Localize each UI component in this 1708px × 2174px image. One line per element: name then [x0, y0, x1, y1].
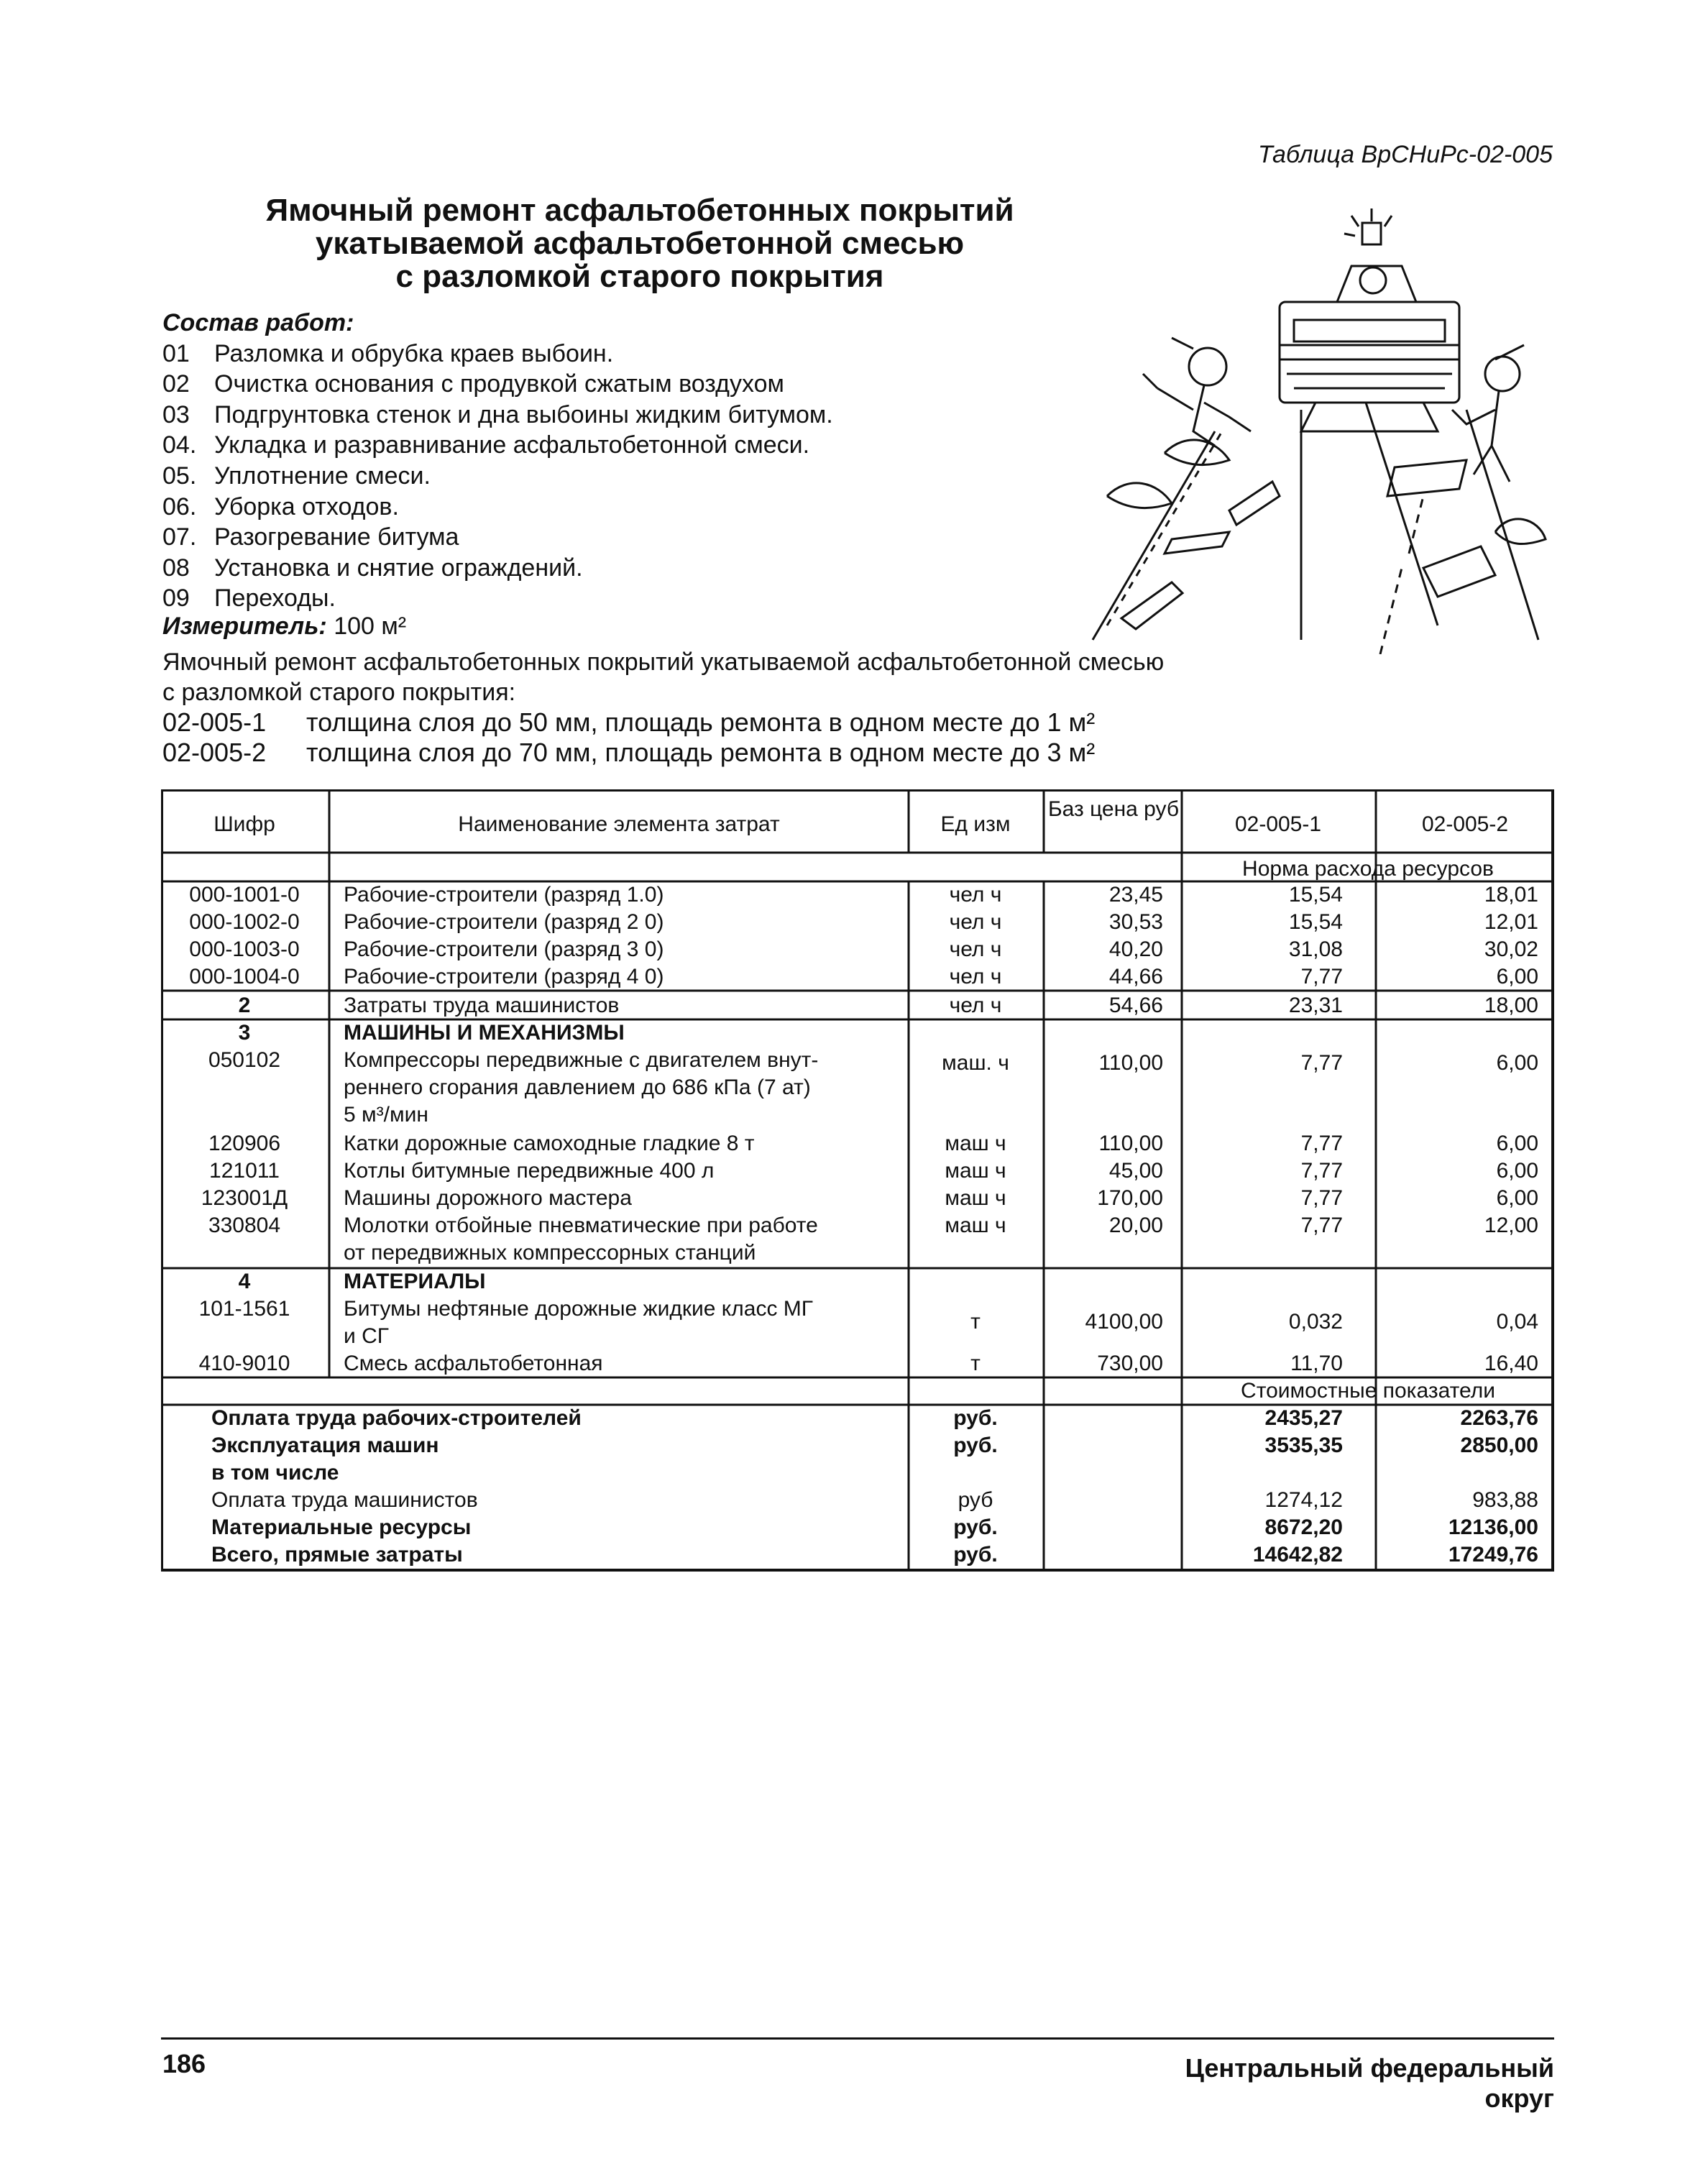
header-variant-1: 02-005-1: [1234, 812, 1322, 836]
cell-v2: 18,00: [1484, 994, 1538, 1017]
item-text: Разломка и обрубка краев выбоин.: [214, 339, 614, 367]
header-variant-2: 02-005-2: [1421, 812, 1509, 836]
list-item: [162, 369, 1097, 400]
variant-row: [162, 707, 1313, 738]
cell-v2: 12,00: [1484, 1214, 1538, 1237]
variants: [162, 707, 1313, 768]
cost-v2: 2263,76: [1460, 1406, 1538, 1430]
cell-unit: чел ч: [949, 937, 1002, 961]
cell-code: 123001Д: [201, 1186, 288, 1210]
table-label: Таблица ВрСНиРс-02-005: [1257, 141, 1553, 168]
cell-name: от передвижных компрессорных станций: [344, 1241, 756, 1265]
cell-name: Смесь асфальтобетонная: [344, 1352, 603, 1375]
measure-value: 100 м²: [334, 613, 407, 640]
page-number: 186: [162, 2049, 206, 2078]
cost-unit: руб.: [953, 1434, 998, 1457]
item-number: 05.: [162, 462, 197, 490]
header-price: Баз цена руб: [1047, 797, 1180, 821]
section-title: МАТЕРИАЛЫ: [344, 1270, 486, 1293]
cell-v1: 7,77: [1300, 1159, 1343, 1183]
work-composition: [162, 308, 1097, 614]
cell-name: Рабочие-строители (разряд 3 0): [344, 937, 664, 961]
list-item: [162, 553, 1097, 584]
cell-code: 2: [238, 994, 251, 1017]
item-text: Очистка основания с продувкой сжатым воздухом: [214, 370, 784, 398]
cost-v1: 8672,20: [1264, 1515, 1343, 1539]
cell-unit: чел ч: [949, 965, 1002, 989]
description: Ямочный ремонт асфальтобетонных покрытий укатываемой асфальтобетонной смесью с разломкой старого покрытия:: [162, 648, 1165, 706]
cell-name: Битумы нефтяные дорожные жидкие класс МГ: [344, 1297, 814, 1321]
norm-title: Норма расхода ресурсов: [1242, 857, 1494, 881]
cell-v1: 15,54: [1288, 883, 1343, 907]
cell-code: 000-1001-0: [189, 883, 300, 907]
cell-price: 20,00: [1108, 1214, 1163, 1237]
cost-name: в том числе: [211, 1461, 339, 1485]
cell-unit: т: [970, 1310, 981, 1334]
cost-v1: 3535,35: [1264, 1434, 1343, 1457]
cost-unit: руб.: [953, 1406, 998, 1430]
cost-v2: 12136,00: [1448, 1515, 1538, 1539]
list-item: [162, 461, 1097, 492]
cost-v2: 2850,00: [1460, 1434, 1538, 1457]
cell-name: Котлы битумные передвижные 400 л: [344, 1159, 715, 1183]
cost-v1: 1274,12: [1264, 1488, 1343, 1512]
section-code: 3: [238, 1021, 251, 1045]
cell-price: 110,00: [1098, 1132, 1163, 1155]
cell-price: 54,66: [1108, 994, 1163, 1017]
list-item: [162, 492, 1097, 523]
cell-code: 121011: [209, 1159, 280, 1183]
variant-row: [162, 738, 1313, 768]
cell-code: 410-9010: [198, 1352, 290, 1375]
title-line-1: Ямочный ремонт асфальтобетонных покрытий: [265, 193, 1014, 228]
cell-price: 4100,00: [1085, 1310, 1163, 1334]
cell-unit: чел ч: [949, 910, 1002, 934]
item-number: 07.: [162, 523, 197, 551]
measure-label: Измеритель:: [162, 613, 327, 640]
header-name: Наименование элемента затрат: [458, 812, 780, 836]
cell-name: Рабочие-строители (разряд 2 0): [344, 910, 664, 934]
item-text: Переходы.: [214, 584, 336, 613]
cell-unit: маш ч: [945, 1132, 1006, 1155]
cost-v1: 2435,27: [1264, 1406, 1343, 1430]
footer-divider: [161, 2037, 1554, 2040]
cell-v1: 23,31: [1288, 994, 1343, 1017]
cell-v2: 6,00: [1496, 1051, 1538, 1075]
cell-name: Компрессоры передвижные с двигателем внут-: [344, 1048, 819, 1072]
item-number: 04.: [162, 431, 197, 459]
cell-price: 170,00: [1097, 1186, 1163, 1210]
cost-name: Эксплуатация машин: [211, 1434, 439, 1457]
cell-v1: 7,77: [1300, 1186, 1343, 1210]
cell-name: 5 м³/мин: [344, 1103, 428, 1127]
list-item: [162, 522, 1097, 553]
section-title: МАШИНЫ И МЕХАНИЗМЫ: [344, 1021, 625, 1045]
cell-price: 30,53: [1108, 910, 1163, 934]
item-number: 09: [162, 584, 190, 613]
cell-name: Катки дорожные самоходные гладкие 8 т: [344, 1132, 755, 1155]
cell-code: 050102: [208, 1048, 281, 1072]
cost-v1: 14642,82: [1252, 1543, 1343, 1567]
item-number: 01: [162, 339, 190, 367]
cell-price: 730,00: [1097, 1352, 1163, 1375]
cell-price: 110,00: [1098, 1051, 1163, 1075]
section-code: 4: [238, 1270, 251, 1293]
variant-text: толщина слоя до 50 мм, площадь ремонта в одном месте до 1 м²: [306, 707, 1096, 737]
item-text: Уборка отходов.: [214, 492, 399, 520]
resource-table: [161, 789, 1554, 1572]
list-item: [162, 400, 1097, 431]
cell-v2: 6,00: [1496, 1132, 1538, 1155]
title-line-2: укатываемой асфальтобетонной смесью: [315, 226, 965, 261]
list-item: [162, 430, 1097, 461]
cell-v2: 6,00: [1496, 965, 1538, 989]
header-code: Шифр: [214, 812, 275, 836]
measure-unit: [162, 613, 406, 641]
cell-v2: 6,00: [1496, 1186, 1538, 1210]
cell-name: Рабочие-строители (разряд 4 0): [344, 965, 664, 989]
cell-name: реннего сгорания давлением до 686 кПа (7 ат): [344, 1075, 811, 1099]
cell-v2: 6,00: [1496, 1159, 1538, 1183]
cell-price: 45,00: [1108, 1159, 1163, 1183]
composition-heading: Состав работ:: [162, 309, 354, 336]
item-text: Уплотнение смеси.: [214, 462, 431, 490]
cell-v1: 7,77: [1300, 1132, 1343, 1155]
cell-price: 23,45: [1108, 883, 1163, 907]
item-text: Разогревание битума: [214, 523, 459, 551]
cell-v1: 31,08: [1288, 937, 1343, 961]
cell-v2: 0,04: [1496, 1310, 1538, 1334]
cell-name: Рабочие-строители (разряд 1.0): [344, 883, 664, 907]
road-repair-illustration: [1064, 194, 1567, 654]
cell-code: 000-1002-0: [189, 910, 300, 934]
header-unit: Ед изм: [940, 812, 1011, 836]
list-item: [162, 339, 1097, 370]
item-text: Установка и снятие ограждений.: [214, 554, 583, 582]
cell-unit: маш ч: [945, 1159, 1006, 1183]
item-number: 02: [162, 370, 190, 398]
region-label: Центральный федеральный округ: [1185, 2053, 1554, 2113]
cost-v2: 17249,76: [1448, 1543, 1538, 1567]
cell-v1: 0,032: [1288, 1310, 1343, 1334]
cost-name: Всего, прямые затраты: [211, 1543, 463, 1567]
item-text: Подгрунтовка стенок и дна выбоины жидким битумом.: [214, 400, 833, 428]
cell-name: и СГ: [344, 1324, 390, 1348]
cell-price: 40,20: [1108, 937, 1163, 961]
cost-name: Материальные ресурсы: [211, 1515, 472, 1539]
cell-v2: 18,01: [1484, 883, 1538, 907]
cell-price: 44,66: [1108, 965, 1163, 989]
cell-unit: маш. ч: [942, 1051, 1009, 1075]
cell-v2: 12,01: [1484, 910, 1538, 934]
cell-unit: чел ч: [949, 883, 1002, 907]
cost-unit: руб: [958, 1488, 993, 1512]
item-number: 03: [162, 400, 190, 428]
cell-code: 120906: [208, 1132, 281, 1155]
item-number: 06.: [162, 492, 197, 520]
cell-v1: 7,77: [1300, 1214, 1343, 1237]
item-number: 08: [162, 554, 190, 582]
list-item: [162, 583, 1097, 614]
cost-unit: руб.: [953, 1543, 998, 1567]
item-text: Укладка и разравнивание асфальтобетонной смеси.: [214, 431, 810, 459]
cell-v2: 30,02: [1484, 937, 1538, 961]
cell-code: 000-1003-0: [189, 937, 300, 961]
variant-code: 02-005-1: [162, 707, 267, 737]
cell-code: 000-1004-0: [189, 965, 300, 989]
cell-unit: маш ч: [945, 1214, 1006, 1237]
cell-v1: 7,77: [1300, 965, 1343, 989]
cost-name: Оплата труда рабочих-строителей: [211, 1406, 582, 1430]
cell-name: Затраты труда машинистов: [344, 994, 620, 1017]
title-line-3: с разломкой старого покрытия: [395, 259, 884, 294]
cell-unit: чел ч: [949, 994, 1002, 1017]
cell-v1: 15,54: [1288, 910, 1343, 934]
variant-text: толщина слоя до 70 мм, площадь ремонта в одном месте до 3 м²: [306, 738, 1096, 767]
cost-unit: руб.: [953, 1515, 998, 1539]
cell-code: 330804: [208, 1214, 281, 1237]
page-title: [165, 194, 1114, 293]
cell-unit: маш ч: [945, 1186, 1006, 1210]
variant-code: 02-005-2: [162, 738, 267, 767]
cell-name: Молотки отбойные пневматические при работе: [344, 1214, 818, 1237]
cost-v2: 983,88: [1472, 1488, 1538, 1512]
cell-name: Машины дорожного мастера: [344, 1186, 632, 1210]
cell-v1: 11,70: [1290, 1352, 1343, 1375]
cell-v2: 16,40: [1484, 1352, 1538, 1375]
cell-unit: т: [970, 1352, 981, 1375]
cell-v1: 7,77: [1300, 1051, 1343, 1075]
cell-code: 101-1561: [198, 1297, 290, 1321]
cost-title: Стоимостные показатели: [1241, 1379, 1495, 1403]
cost-name: Оплата труда машинистов: [211, 1488, 478, 1512]
